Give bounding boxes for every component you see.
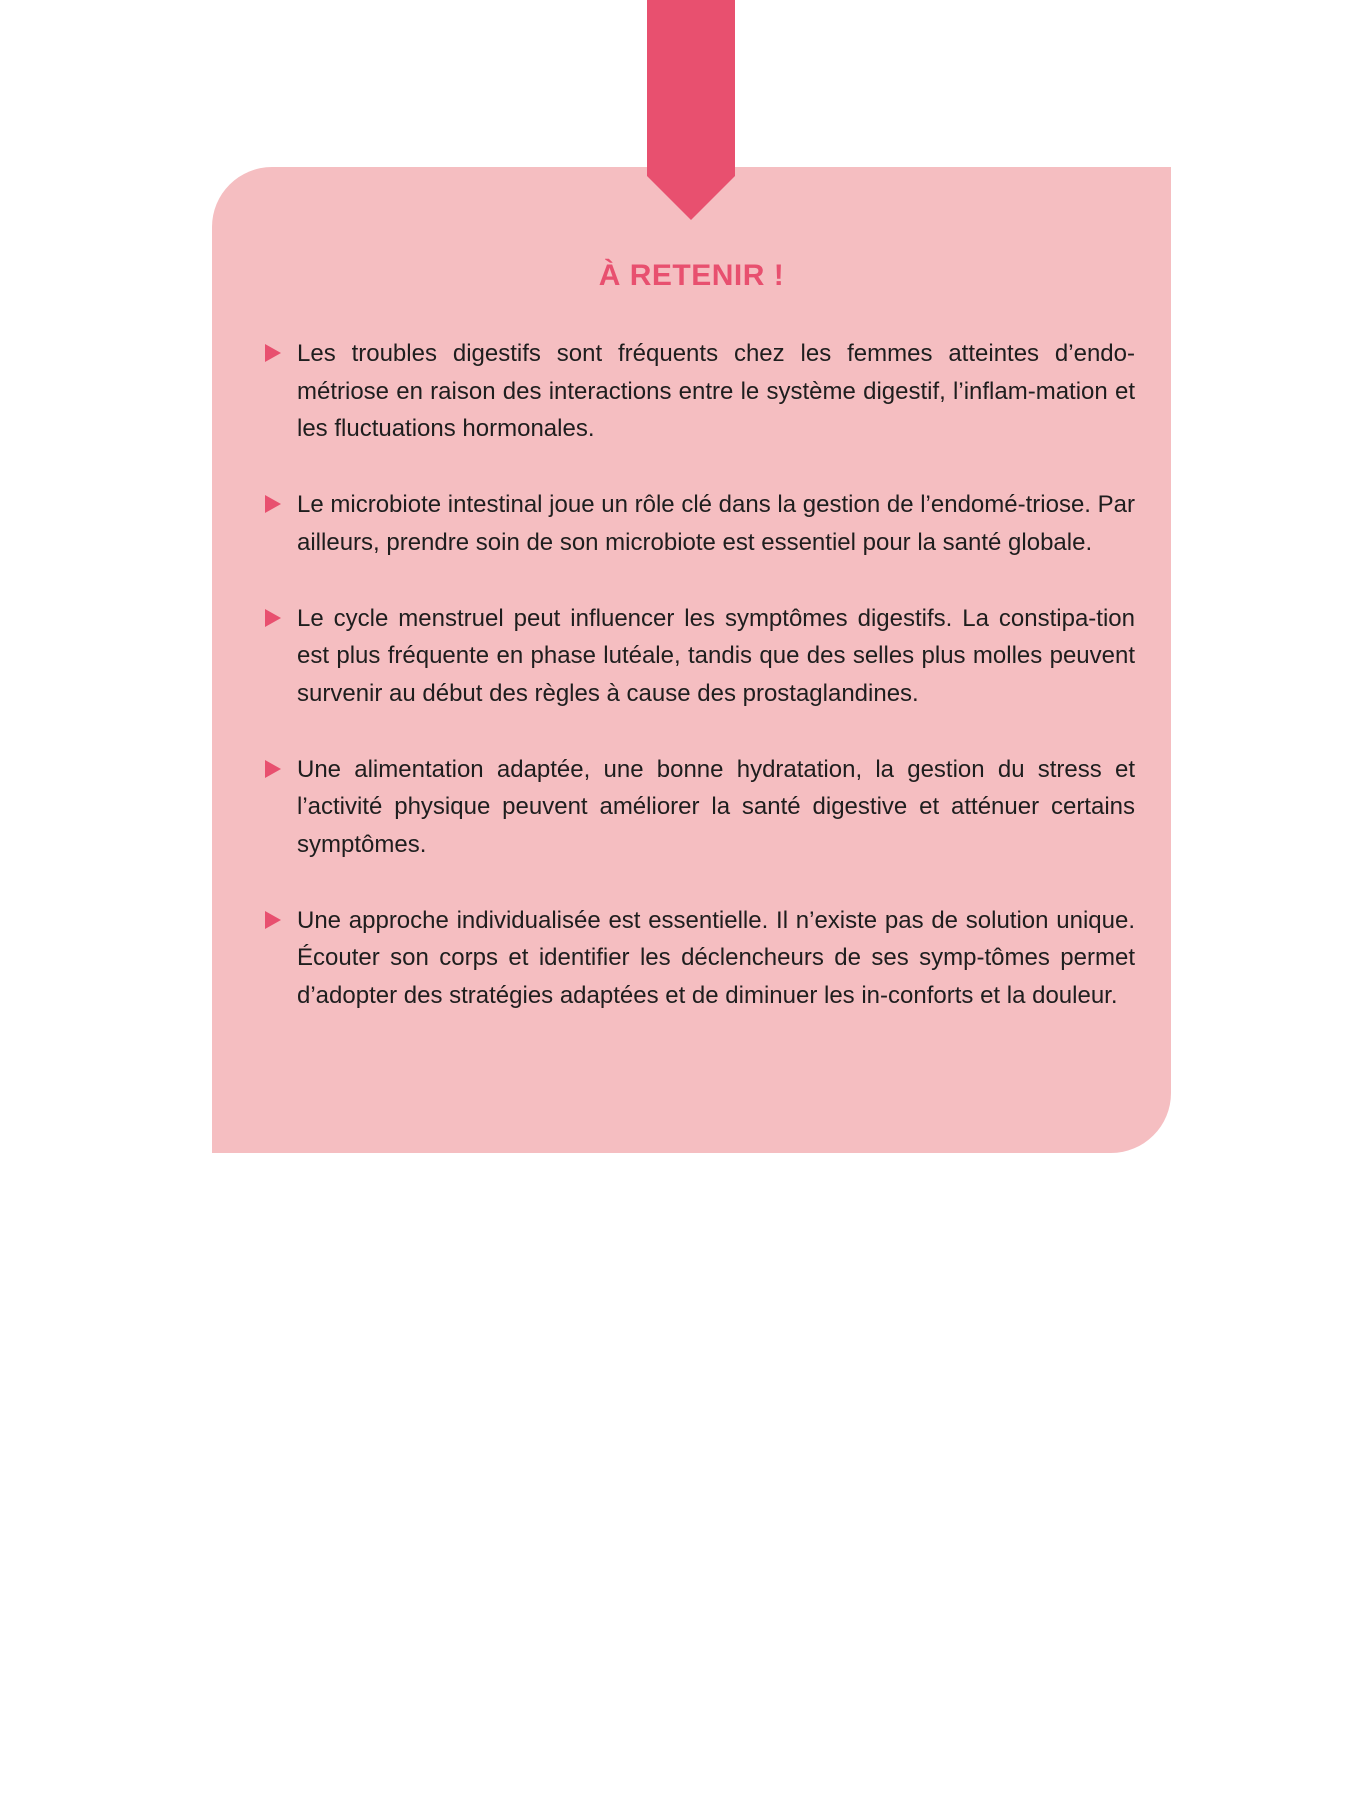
triangle-bullet-icon xyxy=(265,344,281,362)
bullet-text: Le microbiote intestinal joue un rôle clé dans la gestion de l’endomé-triose. Par ailleurs, prendre soin de son microbiote est essentiel pour la santé globale. xyxy=(297,491,1135,556)
list-item xyxy=(265,902,1135,1015)
list-item xyxy=(265,335,1135,448)
bullet-text: Une alimentation adaptée, une bonne hydratation, la gestion du stress et l’activité physique peuvent améliorer la santé digestive et atténuer certains symptômes. xyxy=(297,755,1135,859)
callout-title: À RETENIR ! xyxy=(598,259,785,292)
bullet-text: Une approche individualisée est essentielle. Il n’existe pas de solution unique. Écouter son corps et identifier les déclencheurs de ses symp-tômes permet d’adopter des stratégies adaptées et de diminuer les in-conforts et la douleur. xyxy=(297,906,1135,1010)
triangle-bullet-icon xyxy=(265,911,281,929)
bullet-text: Le cycle menstruel peut influencer les symptômes digestifs. La constipa-tion est plus fréquente en phase lutéale, tandis que des selles plus molles peuvent survenir au début des règles à cause des prostaglandines. xyxy=(297,604,1135,707)
callout-box xyxy=(212,167,1171,1153)
list-item xyxy=(265,751,1135,864)
triangle-bullet-icon xyxy=(265,760,281,778)
list-item xyxy=(265,600,1135,713)
bullet-list xyxy=(265,335,1135,1053)
triangle-bullet-icon xyxy=(265,495,281,513)
bullet-text: Les troubles digestifs sont fréquents chez les femmes atteintes d’endo-métriose en raison des interactions entre le système digestif, l’inflam-mation et les fluctuations hormonales. xyxy=(297,340,1135,443)
triangle-bullet-icon xyxy=(265,609,281,627)
bookmark-ribbon-icon xyxy=(647,0,735,220)
list-item xyxy=(265,486,1135,561)
